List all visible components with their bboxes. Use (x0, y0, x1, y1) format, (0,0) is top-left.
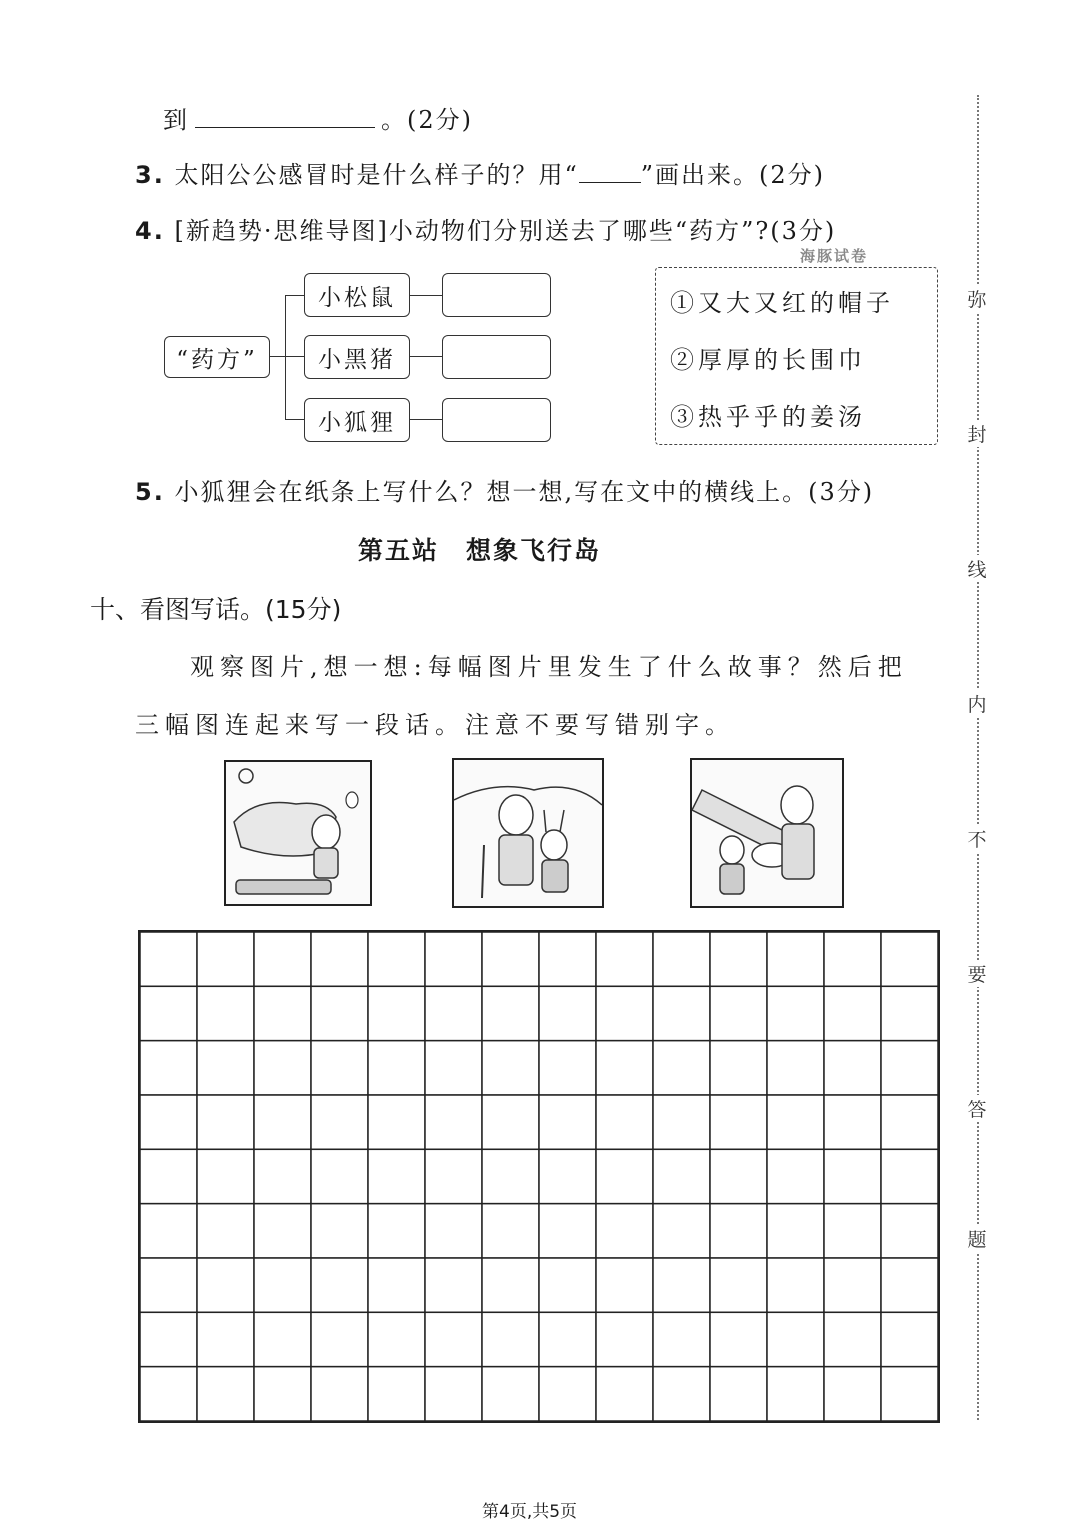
grid-cell[interactable] (710, 1367, 767, 1421)
grid-cell[interactable] (425, 1149, 482, 1203)
grid-cell[interactable] (824, 986, 881, 1040)
grid-cell[interactable] (482, 1258, 539, 1312)
section-title: 第五站 想象飞行岛 (358, 536, 602, 565)
answer-blank[interactable] (195, 127, 375, 128)
grid-cell[interactable] (596, 1367, 653, 1421)
grid-cell[interactable] (767, 1312, 824, 1366)
grid-cell[interactable] (482, 986, 539, 1040)
answer-box-fox[interactable] (442, 398, 551, 442)
grid-cell[interactable] (824, 1041, 881, 1095)
grid-cell[interactable] (368, 932, 425, 986)
grid-cell[interactable] (710, 1258, 767, 1312)
grid-cell[interactable] (311, 1312, 368, 1366)
grid-cell[interactable] (767, 1367, 824, 1421)
grid-cell[interactable] (824, 1258, 881, 1312)
seal-char: 线 (962, 555, 992, 582)
grid-cell[interactable] (767, 1149, 824, 1203)
grid-cell[interactable] (254, 1204, 311, 1258)
grid-cell[interactable] (254, 1041, 311, 1095)
grid-cell[interactable] (881, 1149, 938, 1203)
grid-cell[interactable] (824, 1204, 881, 1258)
grid-cell[interactable] (539, 1258, 596, 1312)
grid-cell[interactable] (254, 932, 311, 986)
writing-heading: 十、看图写话。(15分) (90, 595, 342, 624)
grid-cell[interactable] (140, 1258, 197, 1312)
grid-cell[interactable] (482, 1149, 539, 1203)
grid-cell[interactable] (710, 1041, 767, 1095)
grid-cell[interactable] (482, 1095, 539, 1149)
grid-cell[interactable] (539, 1312, 596, 1366)
grid-cell[interactable] (596, 1095, 653, 1149)
grid-cell[interactable] (311, 932, 368, 986)
grid-cell[interactable] (767, 932, 824, 986)
mindmap-animal-squirrel: 小松鼠 (304, 273, 410, 317)
grid-cell[interactable] (197, 1312, 254, 1366)
answer-box-squirrel[interactable] (442, 273, 551, 317)
grid-cell[interactable] (368, 1149, 425, 1203)
grid-cell[interactable] (653, 1149, 710, 1203)
grid-cell[interactable] (425, 1204, 482, 1258)
writing-grid[interactable] (138, 930, 940, 1423)
grid-cell[interactable] (710, 1204, 767, 1258)
grid-cell[interactable] (140, 1041, 197, 1095)
grid-cell[interactable] (767, 986, 824, 1040)
question-3-text-a: 太阳公公感冒时是什么样子的？用“ (174, 161, 579, 189)
grid-cell[interactable] (254, 1258, 311, 1312)
seal-char: 题 (962, 1225, 992, 1252)
grid-cell[interactable] (140, 932, 197, 986)
grid-cell[interactable] (197, 1367, 254, 1421)
line1-prefix: 到 (163, 106, 189, 134)
grid-cell[interactable] (653, 1095, 710, 1149)
grid-cell[interactable] (311, 1149, 368, 1203)
underline-sample (579, 182, 641, 183)
connector (410, 356, 442, 357)
grid-cell[interactable] (596, 1312, 653, 1366)
grid-cell[interactable] (653, 1041, 710, 1095)
grid-cell[interactable] (311, 1204, 368, 1258)
grid-cell[interactable] (710, 1149, 767, 1203)
grid-cell[interactable] (710, 986, 767, 1040)
grid-cell[interactable] (311, 986, 368, 1040)
connector (410, 419, 442, 420)
grid-cell[interactable] (596, 1258, 653, 1312)
answer-line-q2 (163, 100, 473, 135)
grid-cell[interactable] (482, 1367, 539, 1421)
grid-cell[interactable] (197, 932, 254, 986)
grid-cell[interactable] (767, 1041, 824, 1095)
story-picture-2 (452, 758, 604, 908)
story-picture-3 (690, 758, 844, 908)
grid-cell[interactable] (881, 1095, 938, 1149)
grid-cell[interactable] (539, 1041, 596, 1095)
grid-cell[interactable] (425, 986, 482, 1040)
grid-cell[interactable] (881, 986, 938, 1040)
seal-char: 要 (962, 960, 992, 987)
grid-cell[interactable] (881, 932, 938, 986)
grid-cell[interactable] (254, 1149, 311, 1203)
option-2: ②厚厚的长围巾 (670, 346, 866, 374)
grid-cell[interactable] (254, 1095, 311, 1149)
question-3-text-b: ”画出来。(2分) (640, 161, 826, 189)
grid-cell[interactable] (311, 1095, 368, 1149)
grid-cell[interactable] (767, 1204, 824, 1258)
grid-cell[interactable] (140, 1367, 197, 1421)
grid-cell[interactable] (653, 932, 710, 986)
connector (285, 295, 286, 419)
question-3-number: 3. (135, 161, 165, 189)
mindmap-animal-pig: 小黑猪 (304, 335, 410, 379)
grid-cell[interactable] (197, 1149, 254, 1203)
grid-cell[interactable] (824, 1149, 881, 1203)
seal-char: 封 (962, 420, 992, 447)
mindmap-animal-fox: 小狐狸 (304, 398, 410, 442)
watermark: 海豚试卷 (800, 247, 869, 265)
grid-cell[interactable] (767, 1095, 824, 1149)
grid-cell[interactable] (425, 1095, 482, 1149)
picture-2-illustration (454, 760, 602, 906)
grid-cell[interactable] (596, 932, 653, 986)
grid-cell[interactable] (881, 1204, 938, 1258)
grid-cell[interactable] (539, 1367, 596, 1421)
picture-1-illustration (226, 762, 370, 904)
grid-cell[interactable] (197, 986, 254, 1040)
grid-cell[interactable] (140, 1149, 197, 1203)
grid-cell[interactable] (710, 932, 767, 986)
grid-cell[interactable] (824, 932, 881, 986)
grid-cell[interactable] (368, 1367, 425, 1421)
grid-cell[interactable] (596, 1204, 653, 1258)
grid-cell[interactable] (653, 986, 710, 1040)
question-5 (135, 472, 874, 507)
grid-cell[interactable] (482, 1312, 539, 1366)
grid-cell[interactable] (653, 1367, 710, 1421)
grid-cell[interactable] (368, 986, 425, 1040)
grid-cell[interactable] (824, 1367, 881, 1421)
question-4 (135, 211, 836, 246)
grid-cell[interactable] (596, 1041, 653, 1095)
option-1: ①又大又红的帽子 (670, 289, 894, 317)
grid-cell[interactable] (140, 1312, 197, 1366)
grid-cell[interactable] (881, 1367, 938, 1421)
grid-cell[interactable] (197, 1041, 254, 1095)
grid-cell[interactable] (425, 1041, 482, 1095)
grid-cell[interactable] (311, 1367, 368, 1421)
grid-cell[interactable] (140, 986, 197, 1040)
grid-cell[interactable] (140, 1204, 197, 1258)
grid-cell[interactable] (311, 1258, 368, 1312)
grid-cell[interactable] (197, 1204, 254, 1258)
question-5-number: 5. (135, 478, 165, 506)
connector (410, 295, 442, 296)
connector (269, 356, 285, 357)
question-4-text: [新趋势·思维导图]小动物们分别送去了哪些“药方”?(3分) (174, 217, 837, 245)
answer-box-pig[interactable] (442, 335, 551, 379)
grid-cell[interactable] (254, 986, 311, 1040)
grid-cell[interactable] (710, 1312, 767, 1366)
grid-cell[interactable] (596, 1149, 653, 1203)
grid-cell[interactable] (368, 1041, 425, 1095)
grid-cell[interactable] (140, 1095, 197, 1149)
grid-cell[interactable] (881, 1312, 938, 1366)
option-3: ③热乎乎的姜汤 (670, 403, 866, 431)
grid-cell[interactable] (482, 1041, 539, 1095)
grid-cell[interactable] (425, 1258, 482, 1312)
connector (285, 419, 304, 420)
grid-cell[interactable] (881, 1258, 938, 1312)
grid-cell[interactable] (482, 1204, 539, 1258)
grid-cell[interactable] (425, 932, 482, 986)
grid-cell[interactable] (767, 1258, 824, 1312)
grid-cell[interactable] (539, 1095, 596, 1149)
writing-instruction-2: 三幅图连起来写一段话。注意不要写错别字。 (135, 711, 735, 739)
grid-cell[interactable] (368, 1312, 425, 1366)
grid-cell[interactable] (653, 1312, 710, 1366)
grid-cell[interactable] (254, 1312, 311, 1366)
grid-cell[interactable] (368, 1258, 425, 1312)
grid-cell[interactable] (425, 1312, 482, 1366)
story-picture-1 (224, 760, 372, 906)
seal-char: 弥 (962, 285, 992, 312)
seal-char: 答 (962, 1095, 992, 1122)
page-footer: 第4页,共5页 (482, 1502, 578, 1522)
connector (285, 295, 304, 296)
mindmap-root: “药方” (164, 336, 270, 378)
grid-cell[interactable] (824, 1095, 881, 1149)
grid-cell[interactable] (539, 1149, 596, 1203)
grid-cell[interactable] (197, 1258, 254, 1312)
seal-char: 不 (962, 825, 992, 852)
grid-cell[interactable] (539, 932, 596, 986)
writing-instruction-1: 观察图片,想一想:每幅图片里发生了什么故事？然后把 (190, 653, 908, 681)
question-4-number: 4. (135, 217, 165, 245)
picture-3-illustration (692, 760, 842, 906)
grid-cell[interactable] (254, 1367, 311, 1421)
grid-cell[interactable] (197, 1095, 254, 1149)
line1-suffix: 。(2分) (381, 106, 473, 134)
grid-cell[interactable] (368, 1095, 425, 1149)
grid-cell[interactable] (653, 1258, 710, 1312)
grid-cell[interactable] (596, 986, 653, 1040)
grid-cell[interactable] (539, 986, 596, 1040)
grid-cell[interactable] (710, 1095, 767, 1149)
question-5-text: 小狐狸会在纸条上写什么？想一想,写在文中的横线上。(3分) (174, 478, 875, 506)
seal-char: 内 (962, 690, 992, 717)
grid-cell[interactable] (425, 1367, 482, 1421)
grid-cell[interactable] (311, 1041, 368, 1095)
question-3 (135, 155, 825, 190)
grid-cell[interactable] (653, 1204, 710, 1258)
grid-cell[interactable] (824, 1312, 881, 1366)
connector (285, 356, 304, 357)
grid-cell[interactable] (539, 1204, 596, 1258)
grid-cell[interactable] (368, 1204, 425, 1258)
grid-cell[interactable] (881, 1041, 938, 1095)
grid-cell[interactable] (482, 932, 539, 986)
